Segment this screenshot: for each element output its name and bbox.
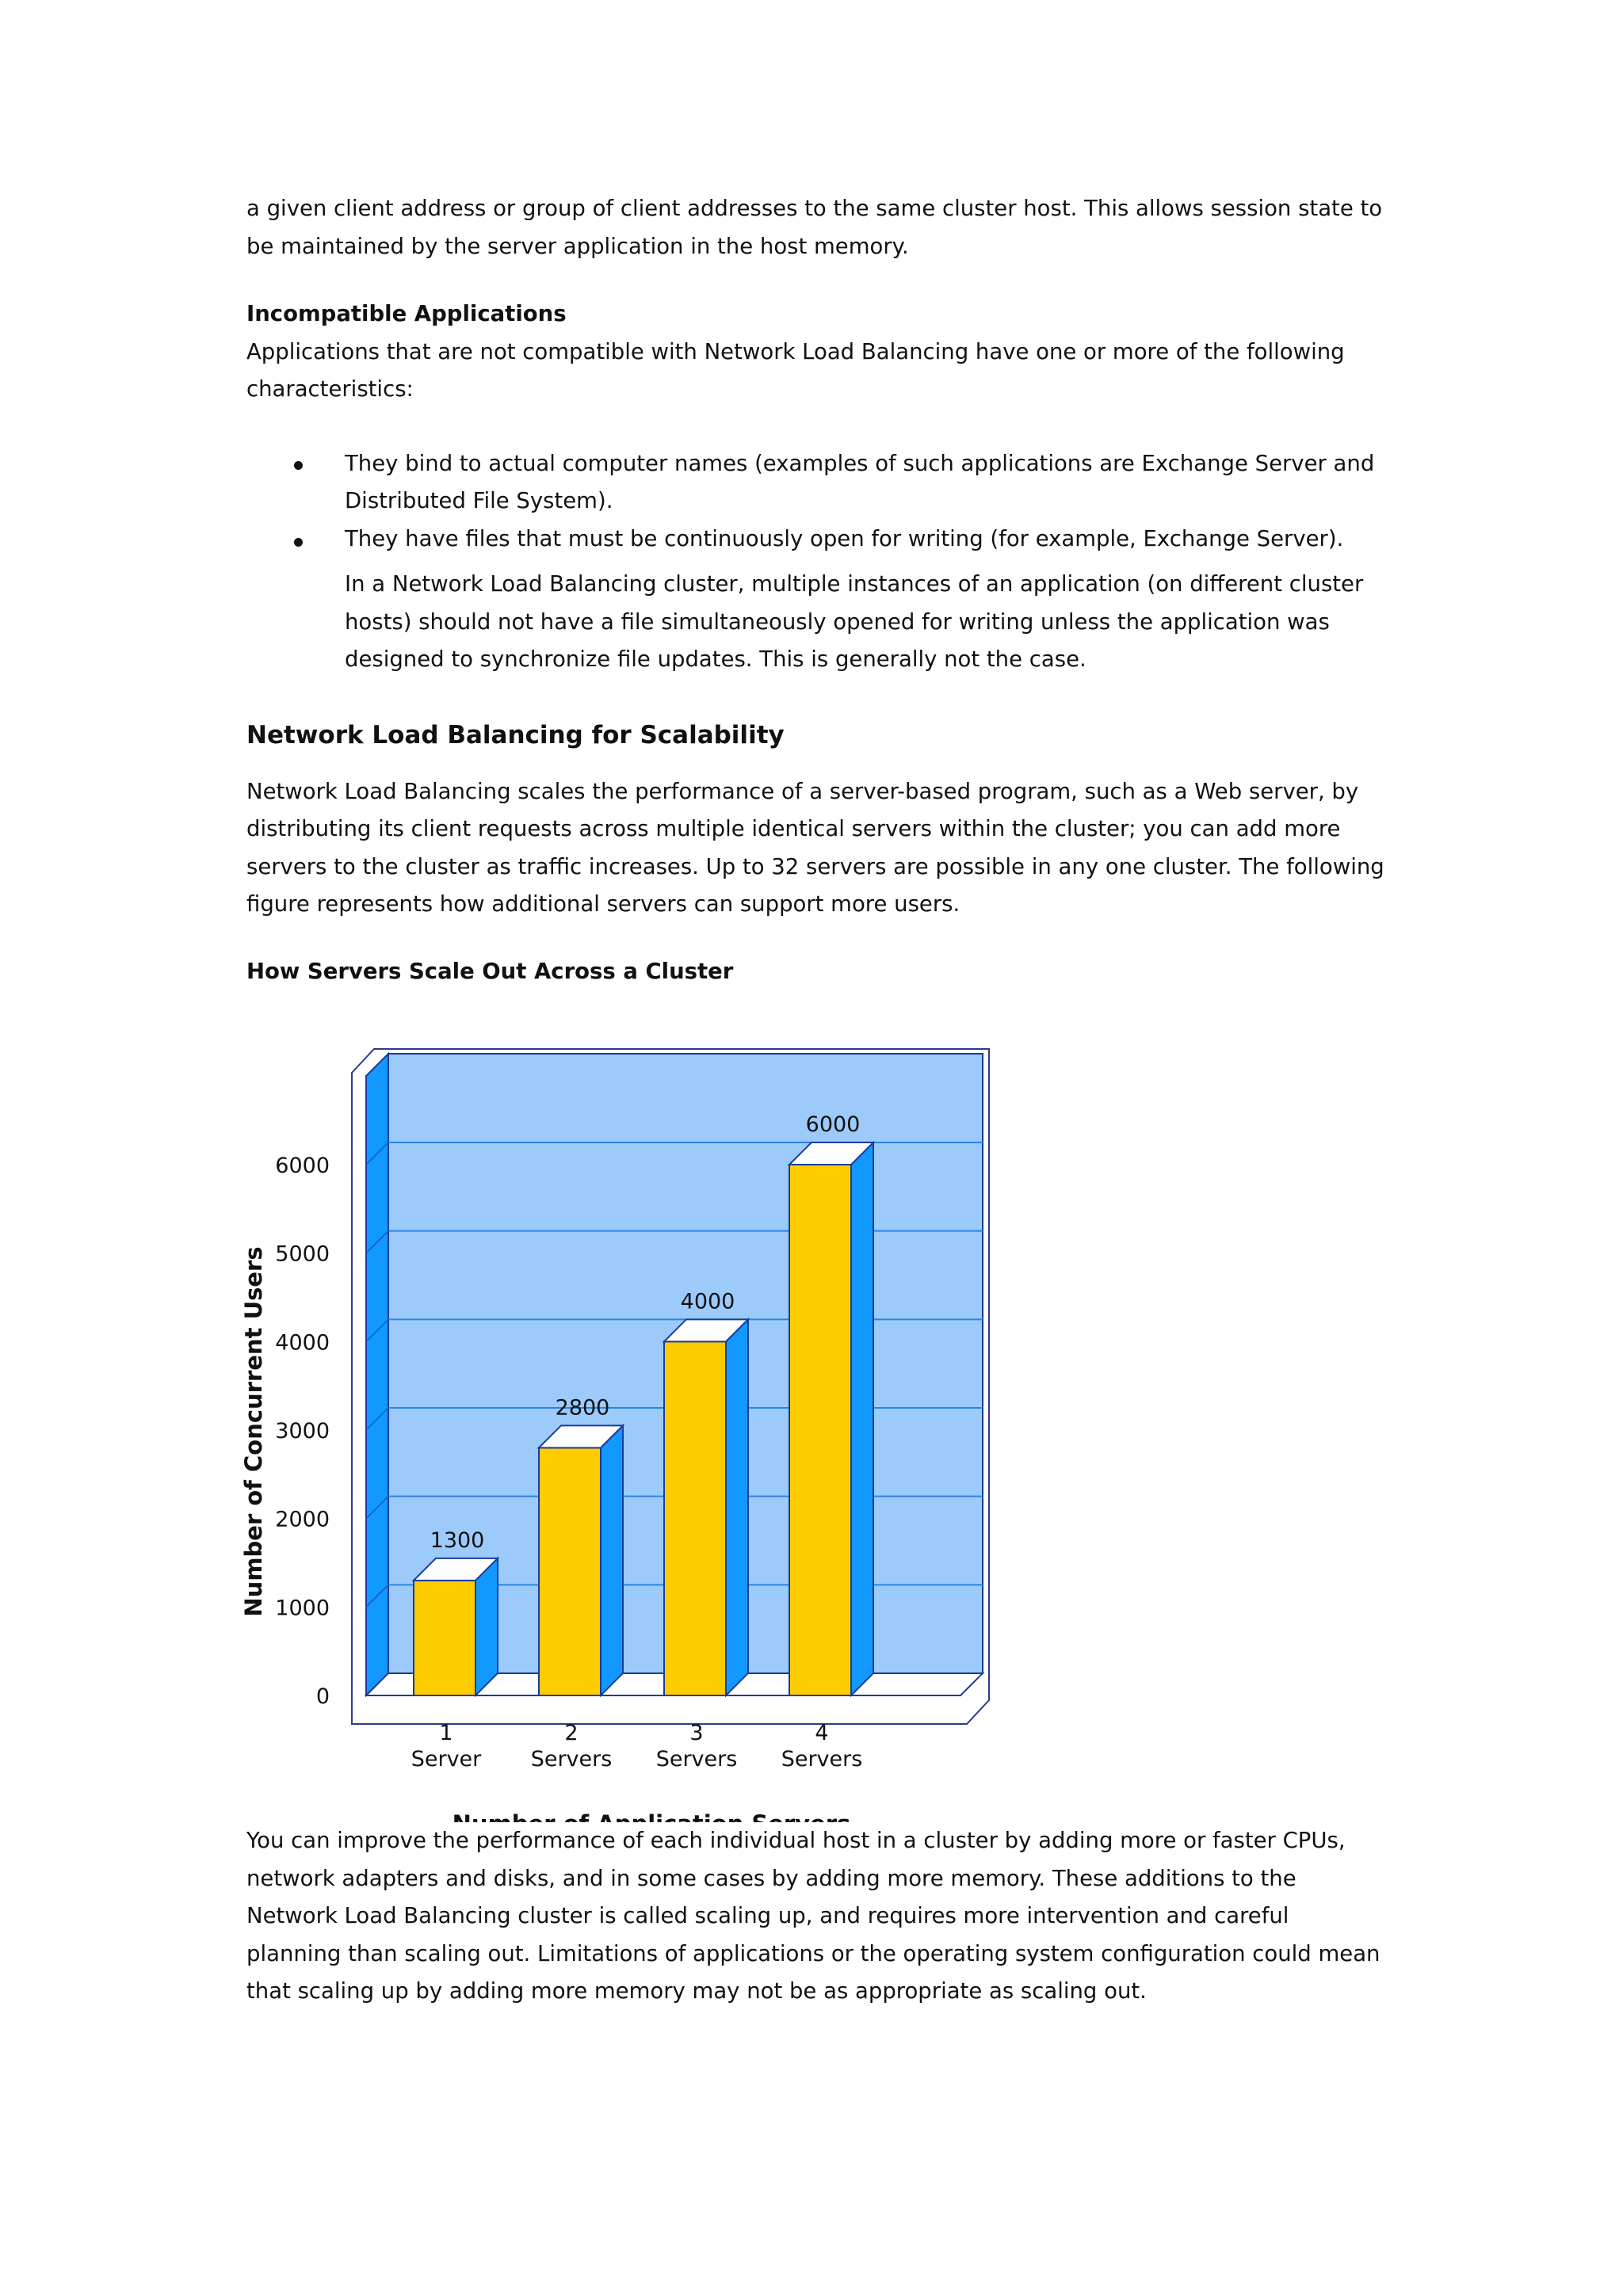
x-tick-label: Servers bbox=[655, 1747, 738, 1772]
bar bbox=[664, 1341, 726, 1695]
list-continuation-paragraph: In a Network Load Balancing cluster, multiple instances of an application (on different cluster hosts) should not have a file simultaneously opened for writing unless the application was designed to synchronize file updates. This is generally not the case. bbox=[345, 571, 1364, 672]
bar-chart bbox=[238, 1030, 999, 1822]
bar-side bbox=[601, 1425, 623, 1695]
data-label: 4000 bbox=[680, 1289, 735, 1314]
y-tick-label: 0 bbox=[315, 1684, 330, 1709]
x-tick-label: 2 bbox=[564, 1721, 579, 1745]
x-tick-label: Servers bbox=[781, 1747, 863, 1772]
x-tick-label: Server bbox=[411, 1747, 482, 1772]
y-tick-label: 4000 bbox=[275, 1330, 330, 1356]
figure-title: How Servers Scale Out Across a Cluster bbox=[246, 958, 734, 984]
bar-side bbox=[475, 1558, 498, 1695]
incompatible-applications-heading: Incompatible Applications bbox=[246, 301, 567, 326]
data-label: 2800 bbox=[555, 1395, 610, 1421]
y-tick-label: 6000 bbox=[275, 1154, 330, 1178]
bullet-icon bbox=[294, 538, 303, 547]
left-wall bbox=[366, 1054, 388, 1695]
intro-paragraph: a given client address or group of client addresses to the same cluster host. This allows session state to be maintained by the server application in the host memory. bbox=[246, 196, 1383, 259]
list-item bbox=[246, 445, 1388, 521]
y-axis-title: Number of Concurrent Users bbox=[240, 1246, 267, 1617]
y-tick-label: 2000 bbox=[275, 1507, 330, 1532]
section-heading: Network Load Balancing for Scalability bbox=[246, 720, 785, 749]
y-tick-label: 3000 bbox=[275, 1419, 330, 1444]
list-item-text: They have files that must be continuously open for writing (for example, Exchange Server). bbox=[345, 525, 1344, 551]
data-label: 1300 bbox=[430, 1527, 485, 1553]
list-item bbox=[246, 521, 1388, 559]
bar bbox=[414, 1581, 475, 1695]
data-label: 6000 bbox=[805, 1112, 861, 1137]
document-body bbox=[246, 190, 1388, 990]
scalability-paragraph: Network Load Balancing scales the performance of a server-based program, such as a Web server, by distributing its client requests across multiple identical servers within the cluster; you can add more servers to the cluster as traffic increases. Up to 32 servers are possible in any one cluster. The following figure represents how additional servers can support more users. bbox=[246, 778, 1384, 917]
chart-svg bbox=[238, 1030, 999, 1822]
x-axis-title bbox=[453, 1810, 851, 1822]
y-tick-label: 5000 bbox=[275, 1241, 330, 1267]
x-tick-label: 3 bbox=[689, 1721, 704, 1745]
characteristics-list bbox=[246, 445, 1388, 559]
x-tick-label: 1 bbox=[439, 1721, 453, 1745]
x-tick-label: Servers bbox=[530, 1747, 613, 1772]
bar-side bbox=[851, 1142, 873, 1695]
bar bbox=[539, 1447, 601, 1695]
bar bbox=[789, 1165, 851, 1695]
bar-side bbox=[726, 1319, 748, 1695]
incompatible-applications-paragraph: Applications that are not compatible with Network Load Balancing have one or more of the following characteristics: bbox=[246, 338, 1345, 402]
closing-paragraph: You can improve the performance of each individual host in a cluster by adding more or faster CPUs, network adapters and disks, and in some cases by adding more memory. These additions to the Network Load Balancing cluster is called scaling up, and requires more intervention and careful planning than scaling out. Limitations of applications or the operating system configuration could mean that scaling up by adding more memory may not be as appropriate as scaling out. bbox=[246, 1828, 1381, 2004]
y-tick-label: 1000 bbox=[275, 1596, 330, 1621]
bullet-icon bbox=[294, 461, 303, 470]
x-tick-label: 4 bbox=[815, 1721, 829, 1745]
list-item-text: They bind to actual computer names (examples of such applications are Exchange Server and Distributed File System). bbox=[345, 450, 1375, 513]
